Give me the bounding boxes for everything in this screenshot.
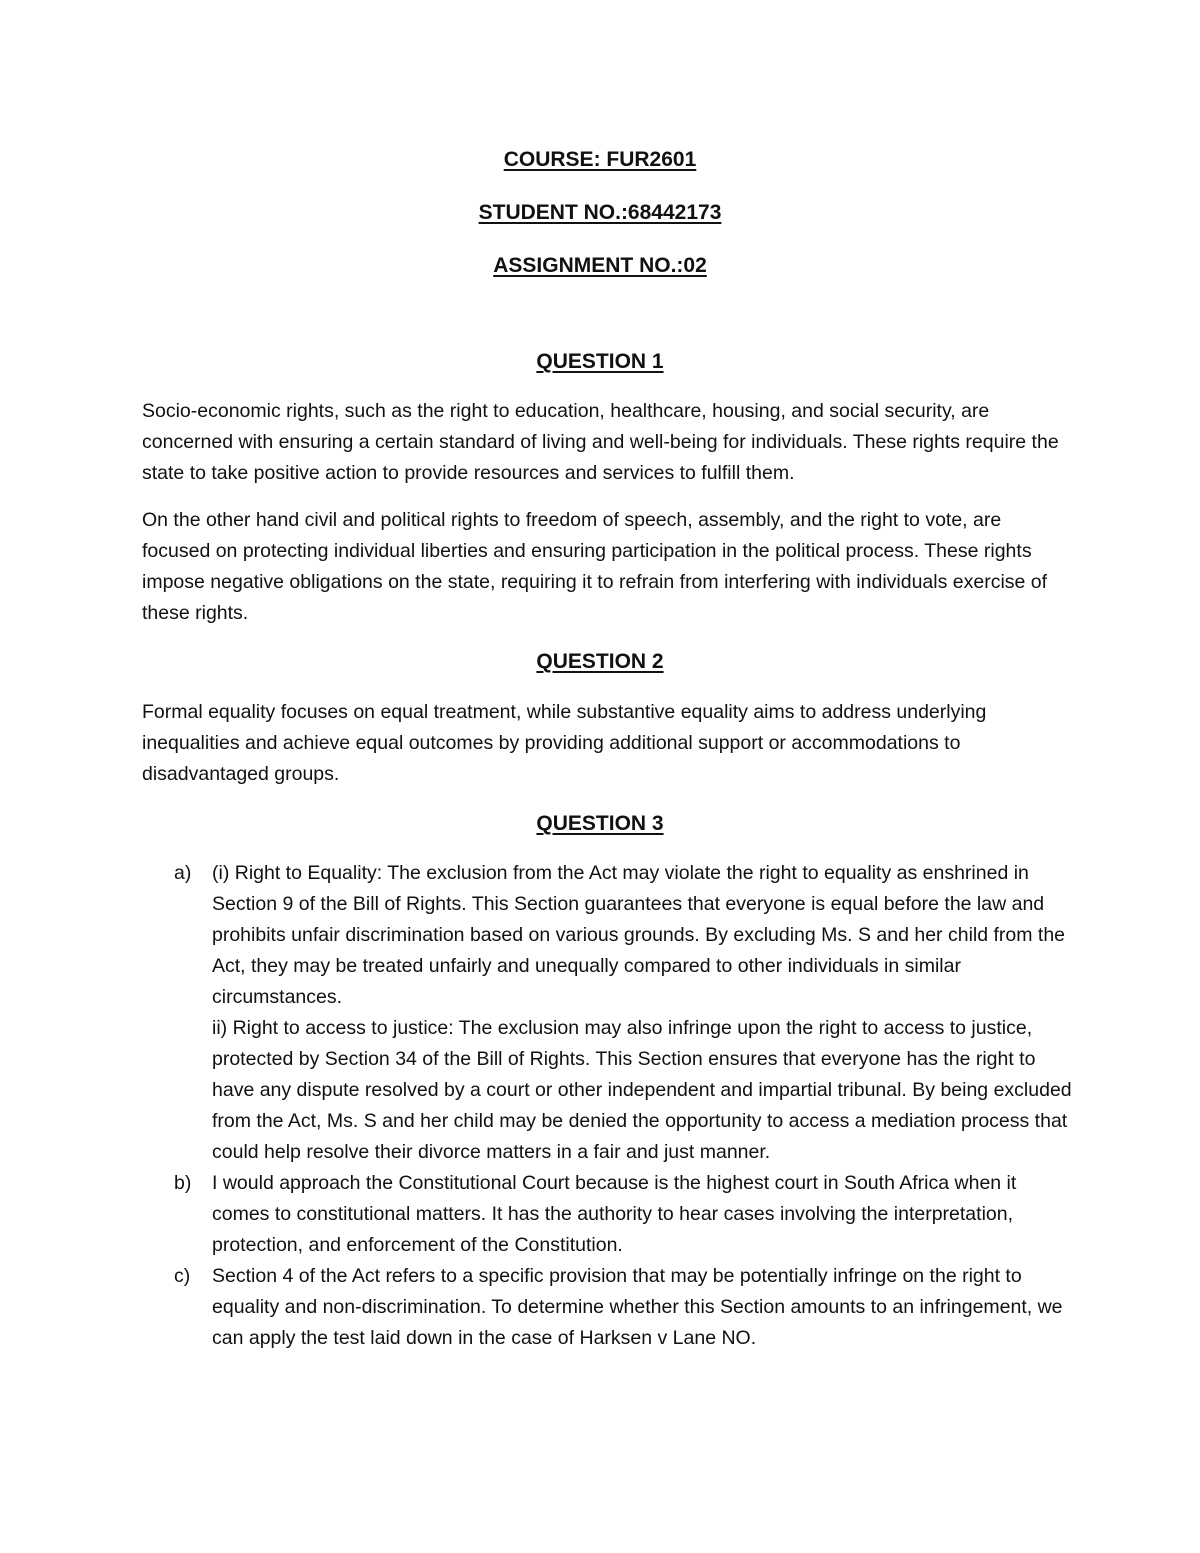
answer-c-part-1: Section 4 of the Act refers to a specific provision that may be potentially infringe on the right to equality and non-discrimination. To determine whether this Section amounts to an infringement, we can apply the test laid down in the case of Harksen v Lane NO.: [212, 1265, 1063, 1349]
student-number-heading: STUDENT NO.:68442173: [478, 201, 722, 224]
question-3-answer-list: [142, 858, 1072, 1354]
list-marker-a: a): [174, 862, 192, 884]
answer-a-part-1: (i) Right to Equality: The exclusion from the Act may violate the right to equality as enshrined in Section 9 of the Bill of Rights. This Section guarantees that everyone is equal before the law and prohibits unfair discrimination based on various grounds. By excluding Ms. S and her child from the Act, they may be treated unfairly and unequally compared to other individuals in similar circumstances.: [212, 862, 1066, 1008]
question-3-heading: QUESTION 3: [536, 812, 664, 835]
question-2-heading: QUESTION 2: [536, 650, 664, 673]
answer-b-part-1: I would approach the Constitutional Court because is the highest court in South Africa when it comes to constitutional matters. It has the authority to hear cases involving the interpretation, protection, and enforcement of the Constitution.: [212, 1172, 1017, 1256]
question-1-paragraph-1: Socio-economic rights, such as the right to education, healthcare, housing, and social security, are concerned with ensuring a certain standard of living and well-being for individuals. These rights require the state to take positive action to provide resources and services to fulfill them.: [142, 400, 1059, 484]
answer-a-part-2: ii) Right to access to justice: The exclusion may also infringe upon the right to access to justice, protected by Section 34 of the Bill of Rights. This Section ensures that everyone has the right to have any dispute resolved by a court or other independent and impartial tribunal. By being excluded from the Act, Ms. S and her child may be denied the opportunity to access a mediation process that could help resolve their divorce matters in a fair and just manner.: [212, 1017, 1072, 1163]
assignment-number-heading: ASSIGNMENT NO.:02: [493, 254, 707, 277]
list-item-b: [142, 1168, 1072, 1261]
list-marker-c: c): [174, 1265, 191, 1287]
course-heading: COURSE: FUR2601: [503, 148, 697, 171]
list-item-c: [142, 1261, 1072, 1354]
question-1-paragraph-2: On the other hand civil and political rights to freedom of speech, assembly, and the right to vote, are focused on protecting individual liberties and ensuring participation in the political process. These rights impose negative obligations on the state, requiring it to refrain from interfering with individuals exercise of these rights.: [142, 509, 1048, 624]
question-1-heading: QUESTION 1: [536, 350, 664, 373]
question-2-paragraph-1: Formal equality focuses on equal treatment, while substantive equality aims to address underlying inequalities and achieve equal outcomes by providing additional support or accommodations to disadvantaged groups.: [142, 701, 987, 785]
list-item-a: [142, 858, 1072, 1168]
list-marker-b: b): [174, 1172, 192, 1194]
